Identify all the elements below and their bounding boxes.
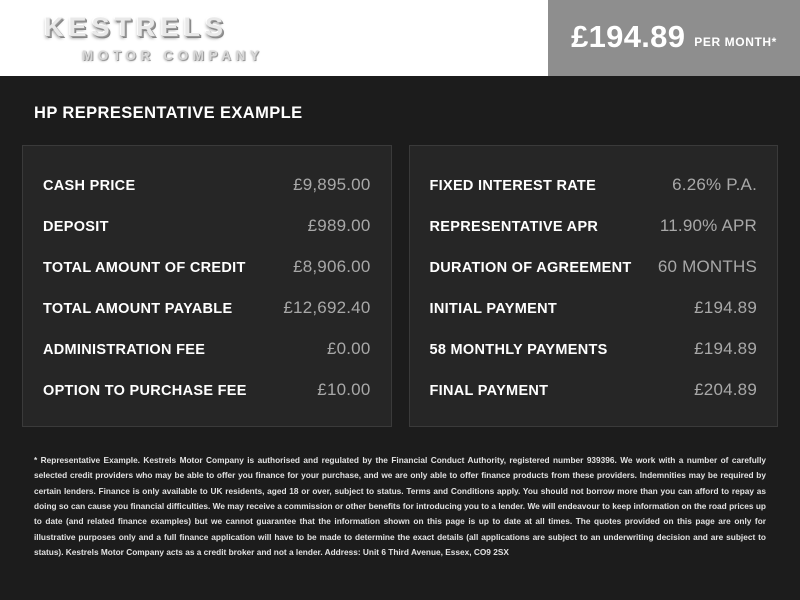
row-label: OPTION TO PURCHASE FEE — [43, 382, 247, 399]
row-label: DEPOSIT — [43, 218, 109, 235]
row-value: 6.26% P.A. — [672, 174, 757, 194]
table-row — [43, 205, 371, 246]
disclaimer-text: * Representative Example. Kestrels Motor Company is authorised and regulated by the Financial Conduct Authority, registered number 939396. We work with a number of carefully selected credit providers who may be able to offer you finance for your purchase, and we are only able to offer finance products from these providers. Indemnities may be required by certain lenders. Finance is only available to UK residents, aged 18 or over, subject to status. Terms and Conditions apply. You should not borrow more than you can afford to repay as doing so can cause you financial difficulties. We may receive a commission or other benefits for introducing you to a lender. We will endeavour to keep information on the road prices up to date (and related finance examples) but we cannot guarantee that the information shown on this page is up to date at all times. The quotes provided on this page are only for illustrative purposes only and a full finance application will have to be made to determine the exact details (all applications are subject to an underwriting decision and are subject to status). Kestrels Motor Company acts as a credit broker and not a lender. Address: Unit 6 Third Avenue, Essex, CO9 2SX — [34, 455, 766, 558]
row-label: 58 MONTHLY PAYMENTS — [429, 341, 608, 358]
row-value: £989.00 — [307, 215, 371, 235]
table-row — [43, 246, 371, 287]
table-row — [43, 369, 371, 410]
monthly-price-badge — [548, 0, 800, 76]
table-row — [430, 246, 758, 287]
row-label: ADMINISTRATION FEE — [43, 341, 206, 358]
table-row — [430, 287, 758, 328]
row-label: FINAL PAYMENT — [429, 382, 549, 399]
row-label: FIXED INTEREST RATE — [429, 177, 597, 194]
price-period-label: PER MONTH* — [694, 34, 777, 49]
price-amount: £194.89 — [571, 19, 686, 54]
row-label: TOTAL AMOUNT OF CREDIT — [43, 259, 246, 276]
brand-name: KESTRELS — [44, 11, 229, 42]
row-value: £194.89 — [694, 338, 757, 358]
row-label: TOTAL AMOUNT PAYABLE — [43, 300, 233, 317]
row-value: £12,692.40 — [283, 297, 371, 317]
page-title: HP REPRESENTATIVE EXAMPLE — [34, 104, 303, 122]
row-label: REPRESENTATIVE APR — [429, 218, 599, 235]
row-label: INITIAL PAYMENT — [429, 300, 557, 317]
table-row — [430, 369, 758, 410]
table-row — [43, 164, 371, 205]
row-value: £9,895.00 — [293, 174, 371, 194]
row-label: DURATION OF AGREEMENT — [429, 259, 632, 276]
right-details-panel — [409, 145, 779, 427]
table-row — [43, 287, 371, 328]
row-value: £0.00 — [326, 338, 371, 358]
table-row — [430, 205, 758, 246]
table-row — [430, 164, 758, 205]
row-value: £204.89 — [694, 379, 757, 399]
brand-logo — [0, 0, 548, 76]
page-header — [0, 0, 800, 76]
finance-details-panels — [22, 145, 778, 427]
row-value: 60 MONTHS — [657, 256, 757, 276]
row-value: 11.90% APR — [659, 215, 757, 235]
brand-subtitle: MOTOR COMPANY — [82, 48, 264, 64]
table-row — [43, 328, 371, 369]
row-value: £194.89 — [694, 297, 757, 317]
table-row — [430, 328, 758, 369]
row-label: CASH PRICE — [43, 177, 136, 194]
page-content — [0, 76, 800, 600]
row-value: £10.00 — [317, 379, 371, 399]
row-value: £8,906.00 — [293, 256, 371, 276]
left-details-panel — [22, 145, 392, 427]
